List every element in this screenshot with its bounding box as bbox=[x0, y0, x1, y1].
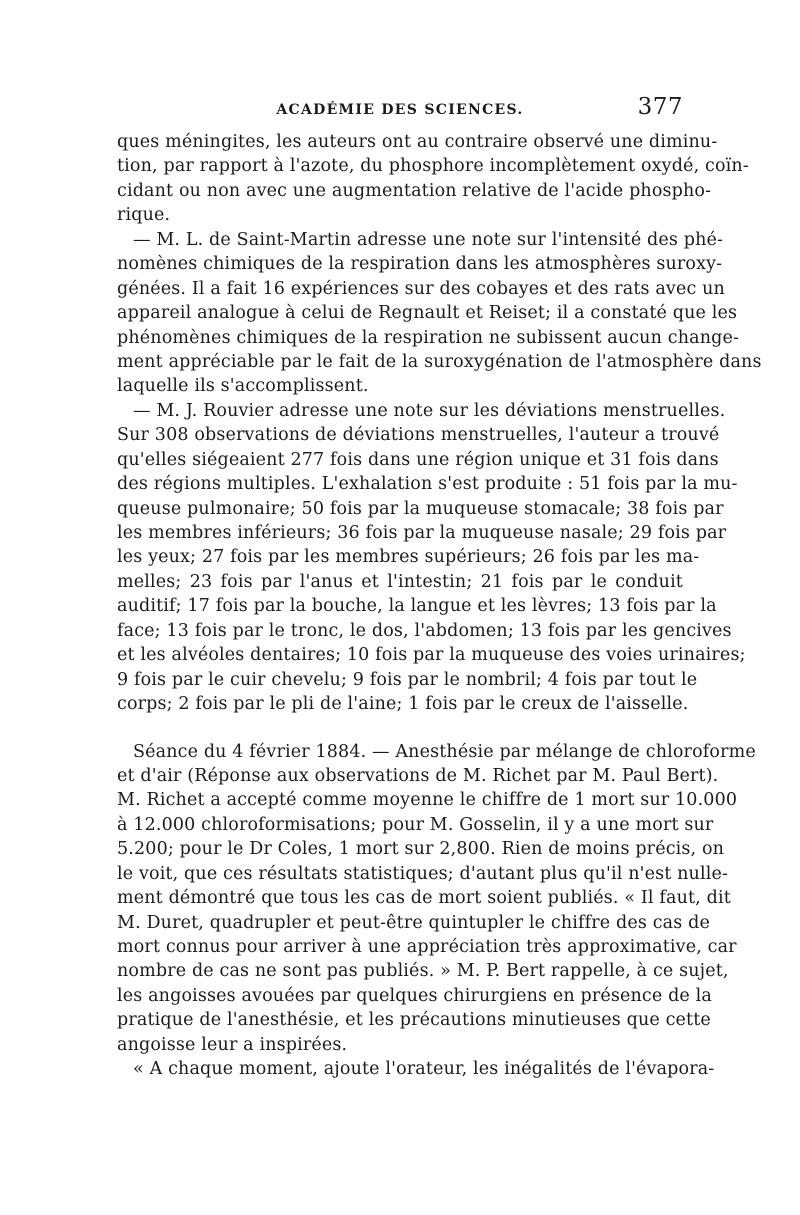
page-header bbox=[117, 94, 683, 126]
text-line: les angoisses avouées par quelques chirurgiens en présence de la bbox=[117, 985, 712, 1006]
text-line: appareil analogue à celui de Regnault et Reiset; il a constaté que les bbox=[117, 303, 738, 324]
text-line: M. Richet a accepté comme moyenne le chiffre de 1 mort sur 10.000 bbox=[117, 790, 738, 811]
text-line: corps; 2 fois par le pli de l'aine; 1 fois par le creux de l'aisselle. bbox=[117, 694, 689, 715]
text-line: nomènes chimiques de la respiration dans les atmosphères suroxy- bbox=[117, 254, 723, 275]
text-line: phénomènes chimiques de la respiration ne subissent aucun change- bbox=[117, 327, 740, 348]
text-line: les yeux; 27 fois par les membres supérieurs; 26 fois par les ma- bbox=[117, 547, 700, 568]
text-line: face; 13 fois par le tronc, le dos, l'abdomen; 13 fois par les gencives bbox=[117, 620, 732, 641]
text-line: Sur 308 observations de déviations menstruelles, l'auteur a trouvé bbox=[117, 425, 720, 446]
text-line: 9 fois par le cuir chevelu; 9 fois par le nombril; 4 fois par tout le bbox=[117, 669, 698, 690]
text-line: génées. Il a fait 16 expériences sur des cobayes et des rats avec un bbox=[117, 278, 725, 299]
text-line: tion, par rapport à l'azote, du phosphore incomplètement oxydé, coïn- bbox=[117, 156, 749, 177]
text-line: le voit, que ces résultats statistiques; d'autant plus qu'il n'est nulle- bbox=[117, 863, 729, 884]
text-line: auditif; 17 fois par la bouche, la langue et les lèvres; 13 fois par la bbox=[117, 596, 717, 617]
text-line: mort connus pour arriver à une appréciation très approximative, car bbox=[117, 937, 737, 957]
text-line: M. Duret, quadrupler et peut-être quintupler le chiffre des cas de bbox=[117, 912, 710, 933]
body-text bbox=[117, 130, 762, 1082]
text-line: qu'elles siégeaient 277 fois dans une région unique et 31 fois dans bbox=[117, 449, 719, 470]
text-line: et d'air (Réponse aux observations de M. Richet par M. Paul Bert). bbox=[117, 765, 719, 786]
text-line: les membres inférieurs; 36 fois par la muqueuse nasale; 29 fois par bbox=[117, 523, 727, 543]
text-line: queuse pulmonaire; 50 fois par la muqueuse stomacale; 38 fois par bbox=[117, 498, 724, 519]
text-line: ques méningites, les auteurs ont au contraire observé une diminu- bbox=[117, 132, 718, 152]
section-gap bbox=[117, 717, 683, 740]
text-line: pratique de l'anesthésie, et les précautions minutieuses que cette bbox=[117, 1010, 711, 1031]
text-line: à 12.000 chloroformisations; pour M. Gosselin, il y a une mort sur bbox=[117, 814, 714, 835]
text-line: « A chaque moment, ajoute l'orateur, les inégalités de l'évapora- bbox=[133, 1059, 715, 1080]
text-line: ment démontré que tous les cas de mort soient publiés. « Il faut, dit bbox=[117, 888, 731, 909]
text-line: Séance du 4 février 1884. — Anesthésie par mélange de chloroforme bbox=[133, 741, 756, 762]
text-line: des régions multiples. L'exhalation s'est produite : 51 fois par la mu- bbox=[117, 474, 738, 495]
text-line: angoisse leur a inspirées. bbox=[117, 1034, 348, 1055]
text-line: et les alvéoles dentaires; 10 fois par la muqueuse des voies urinaires; bbox=[117, 645, 746, 666]
text-line: cidant ou non avec une augmentation relative de l'acide phospho- bbox=[117, 180, 712, 201]
text-line: — M. L. de Saint-Martin adresse une note sur l'intensité des phé- bbox=[133, 229, 724, 250]
text-line: laquelle ils s'accomplissent. bbox=[117, 376, 369, 397]
text-line: ment appréciable par le fait de la suroxygénation de l'atmosphère dans bbox=[117, 351, 762, 372]
text-line: 5.200; pour le Dr Coles, 1 mort sur 2,800. Rien de moins précis, on bbox=[117, 839, 725, 860]
running-head: ACADÉMIE DES SCIENCES. bbox=[276, 102, 524, 118]
text-line: — M. J. Rouvier adresse une note sur les déviations menstruelles. bbox=[133, 400, 726, 421]
text-line: nombre de cas ne sont pas publiés. » M. P. Bert rappelle, à ce sujet, bbox=[117, 961, 729, 982]
text-line: rique. bbox=[117, 205, 171, 226]
text-line: melles; 23 fois par l'anus et l'intestin; 21 fois par le conduit bbox=[117, 571, 683, 592]
page-number: 377 bbox=[637, 94, 683, 120]
